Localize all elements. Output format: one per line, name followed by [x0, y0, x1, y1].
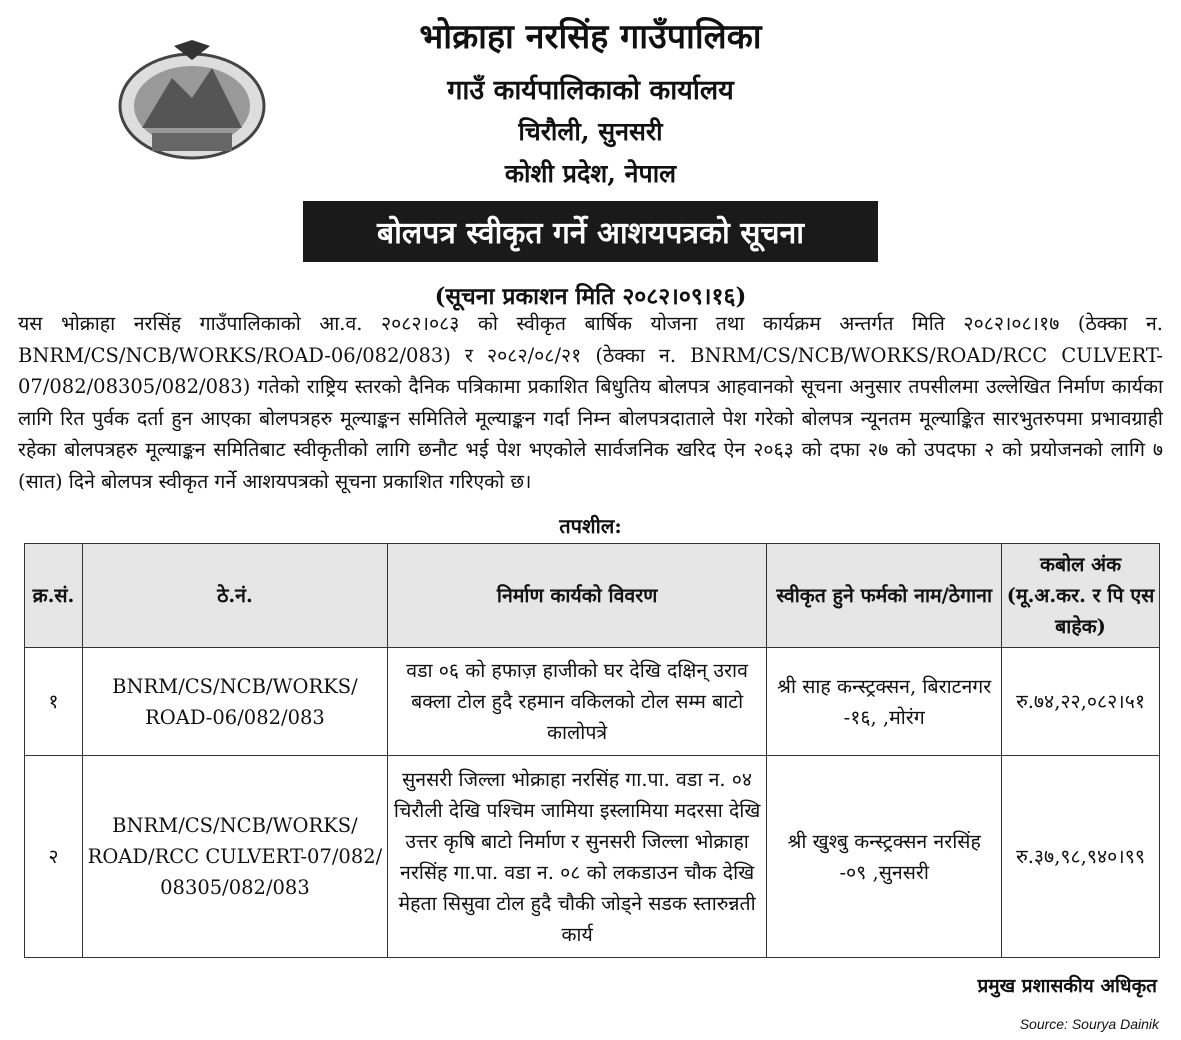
bid-amount: रु.३७,९८,९४०।९९: [1002, 756, 1160, 958]
notice-title: बोलपत्र स्वीकृत गर्ने आशयपत्रको सूचना: [376, 216, 805, 251]
bid-amount: रु.७४,२२,०८२।५१: [1002, 648, 1160, 756]
details-label: तपशील:: [559, 514, 622, 538]
description: सुनसरी जिल्ला भोक्राहा नरसिंह गा.पा. वडा न. ०४ चिरौली देखि पश्चिम जामिया इस्लामिया मदरसा देखि उत्तर कृषि बाटो निर्माण र सुनसरी जिल्ला भोक्राहा नरसिंह गा.पा. वडा न. ०८ को लकडाउन चौक देखि मेहता सिसुवा टोल हुदै चौकी जोड्ने सडक स्तारुन्नती कार्य: [387, 756, 766, 958]
col-serial: क्र.सं.: [25, 544, 83, 648]
serial: १: [25, 648, 83, 756]
publication-date: (सूचना प्रकाशन मिति २०८२।०९।१६): [434, 283, 747, 310]
province: कोशी प्रदेश, नेपाल: [504, 159, 677, 188]
serial: २: [25, 756, 83, 958]
col-firm: स्वीकृत हुने फर्मको नाम/ठेगाना: [767, 544, 1002, 648]
col-description: निर्माण कार्यको विवरण: [387, 544, 766, 648]
firm: श्री खुश्बु कन्स्ट्रक्सन नरसिंह -०९ ,सुनसरी: [767, 756, 1002, 958]
table-row: [25, 756, 1160, 958]
contract-no: BNRM/CS/NCB/WORKS/ ROAD/RCC CULVERT-07/082/ 08305/082/083: [82, 756, 387, 958]
table-header-row: [25, 544, 1160, 648]
municipality-name: भोक्राहा नरसिंह गाउँपालिका: [419, 17, 762, 57]
office-name: गाउँ कार्यपालिकाको कार्यालय: [447, 75, 734, 106]
office-address: चिरौली, सुनसरी: [518, 117, 663, 146]
firm: श्री साह कन्स्ट्रक्सन, बिराटनगर -१६, ,मोरंग: [767, 648, 1002, 756]
table-row: [25, 648, 1160, 756]
contract-no: BNRM/CS/NCB/WORKS/ ROAD-06/082/083: [82, 648, 387, 756]
col-bid-amount: कबोल अंक (मू.अ.कर. र पि एस बाहेक): [1002, 544, 1160, 648]
col-contract-no: ठे.नं.: [82, 544, 387, 648]
notice-body: यस भोक्राहा नरसिंह गाउँपालिकाको आ.व. २०८२।०८३ को स्वीकृत बार्षिक योजना तथा कार्यक्रम अन्तर्गत मिति २०८२।०८।१७ (ठेक्का न. BNRM/CS/NCB/WORKS/ROAD-06/082/083) र २०८२/०८/२१ (ठेक्का न. BNRM/CS/NCB/WORKS/ROAD/RCC CULVERT-07/082/08305/082/083) गतेको राष्ट्रिय स्तरको दैनिक पत्रिकामा प्रकाशित बिधुतिय बोलपत्र आहवानको सूचना अनुसार तपसीलमा उल्लेखित निर्माण कार्यका लागि रित पुर्वक दर्ता हुन आएका बोलपत्रहरु मूल्याङ्कन समितिले मूल्याङ्कन गर्दा निम्न बोलपत्रदाताले पेश गरेको बोलपत्र न्यूनतम मूल्याङ्कित सारभुतरुपमा प्रभावग्राही रहेका बोलपत्रहरु मूल्याङ्कन समितिबाट स्वीकृतीको लागि छनौट भई पेश भएकोले सार्वजनिक खरिद ऐन २०६३ को दफा २७ को उपदफा २ को प्रयोजनको लागि ७ (सात) दिने बोलपत्र स्वीकृत गर्ने आशयपत्रको सूचना प्रकाशित गरिएको छ।: [18, 312, 1163, 493]
source-credit: Source: Sourya Dainik: [1019, 1016, 1159, 1032]
description: वडा ०६ को हफाज़ हाजीको घर देखि दक्षिन् उराव बक्ला टोल हुदै रहमान वकिलको टोल सम्म बाटो कालोपत्रे: [387, 648, 766, 756]
signatory: प्रमुख प्रशासकीय अधिकृत: [977, 975, 1157, 997]
notice-title-banner: [303, 201, 878, 262]
tender-table: [24, 543, 1160, 958]
